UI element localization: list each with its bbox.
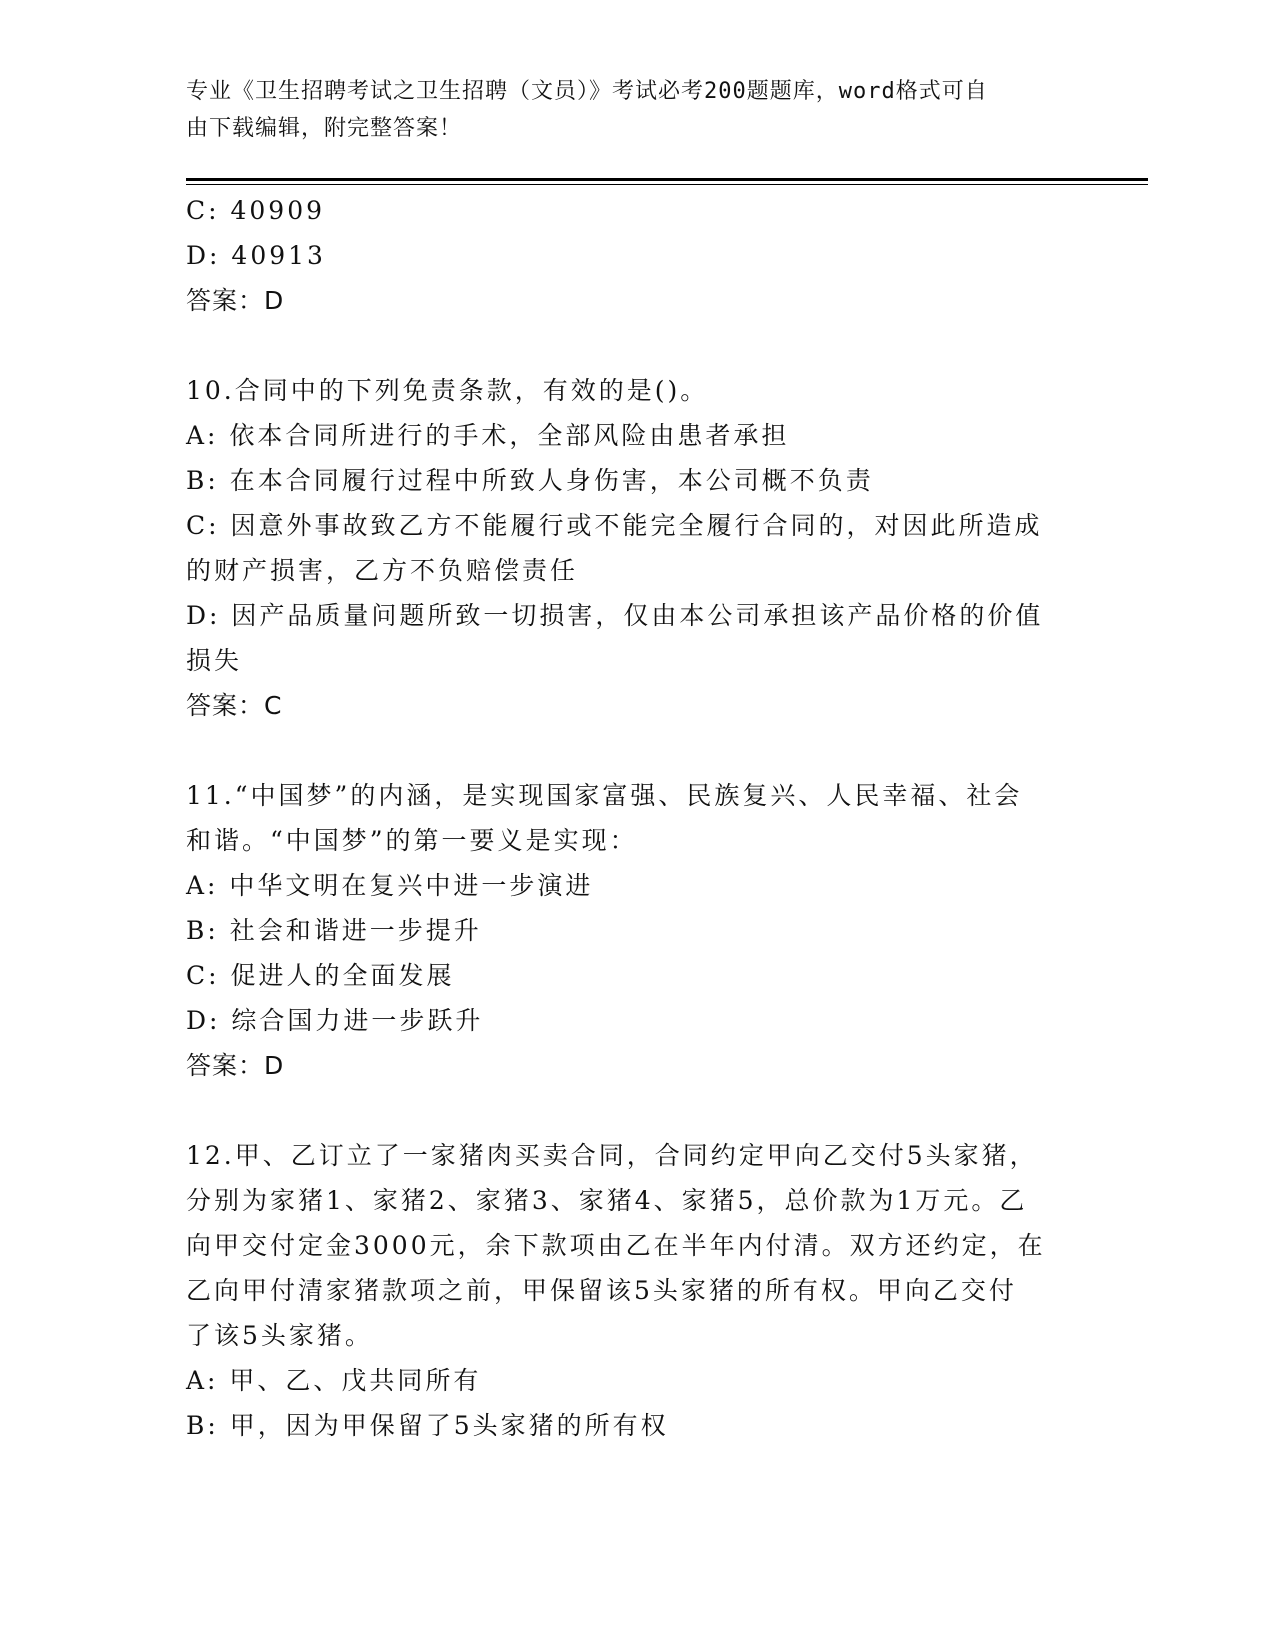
q10-stem: 10.合同中的下列免责条款，有效的是()。 (186, 376, 709, 405)
question-list (186, 188, 1076, 1448)
q11-stem-line-2: 和谐。“中国梦”的第一要义是实现： (186, 826, 638, 855)
q10-option-c-line-1: C: 因意外事故致乙方不能履行或不能完全履行合同的，对因此所造成 (186, 511, 1043, 540)
question-11 (186, 773, 1076, 1088)
question-12 (186, 1133, 1076, 1448)
q10-option-d-line-2: 损失 (186, 646, 243, 675)
q11-answer: 答案：D (186, 1051, 285, 1080)
header-line-2: 由下载编辑，附完整答案！ (186, 116, 463, 141)
q12-stem-line-4: 乙向甲付清家猪款项之前，甲保留该5头家猪的所有权。甲向乙交付 (186, 1276, 1017, 1305)
q11-option-a: A: 中华文明在复兴中进一步演进 (186, 871, 594, 900)
q12-stem-line-3: 向甲交付定金3000元，余下款项由乙在半年内付清。双方还约定，在 (186, 1231, 1046, 1260)
q12-stem-line-5: 了该5头家猪。 (186, 1321, 373, 1350)
spacer (186, 1088, 1076, 1133)
question-9-tail (186, 188, 1076, 323)
header-divider-thick (186, 178, 1148, 181)
q11-option-c: C: 促进人的全面发展 (186, 961, 455, 990)
q11-option-b: B: 社会和谐进一步提升 (186, 916, 482, 945)
q9-option-c: C: 40909 (186, 196, 326, 225)
header-line-1: 专业《卫生招聘考试之卫生招聘（文员）》考试必考200题题库，word格式可自 (186, 79, 988, 104)
q10-answer: 答案：C (186, 691, 283, 720)
q12-stem-line-2: 分别为家猪1、家猪2、家猪3、家猪4、家猪5，总价款为1万元。乙 (186, 1186, 1028, 1215)
q11-stem-line-1: 11.“中国梦”的内涵，是实现国家富强、民族复兴、人民幸福、社会 (186, 781, 1023, 810)
q12-stem-line-1: 12.甲、乙订立了一家猪肉买卖合同，合同约定甲向乙交付5头家猪， (186, 1141, 1038, 1170)
spacer (186, 323, 1076, 368)
page-header (186, 73, 1066, 147)
q10-option-a: A: 依本合同所进行的手术，全部风险由患者承担 (186, 421, 790, 450)
q10-option-b: B: 在本合同履行过程中所致人身伤害，本公司概不负责 (186, 466, 874, 495)
q10-option-d-line-1: D: 因产品质量问题所致一切损害，仅由本公司承担该产品价格的价值 (186, 601, 1044, 630)
q12-option-b: B: 甲，因为甲保留了5头家猪的所有权 (186, 1411, 669, 1440)
q12-option-a: A: 甲、乙、戊共同所有 (186, 1366, 482, 1395)
header-divider-thin (186, 184, 1148, 185)
q9-option-d: D: 40913 (186, 241, 326, 270)
q9-answer: 答案：D (186, 286, 285, 315)
spacer (186, 728, 1076, 773)
q11-option-d: D: 综合国力进一步跃升 (186, 1006, 484, 1035)
q10-option-c-line-2: 的财产损害，乙方不负赔偿责任 (186, 556, 579, 585)
question-10 (186, 368, 1076, 728)
